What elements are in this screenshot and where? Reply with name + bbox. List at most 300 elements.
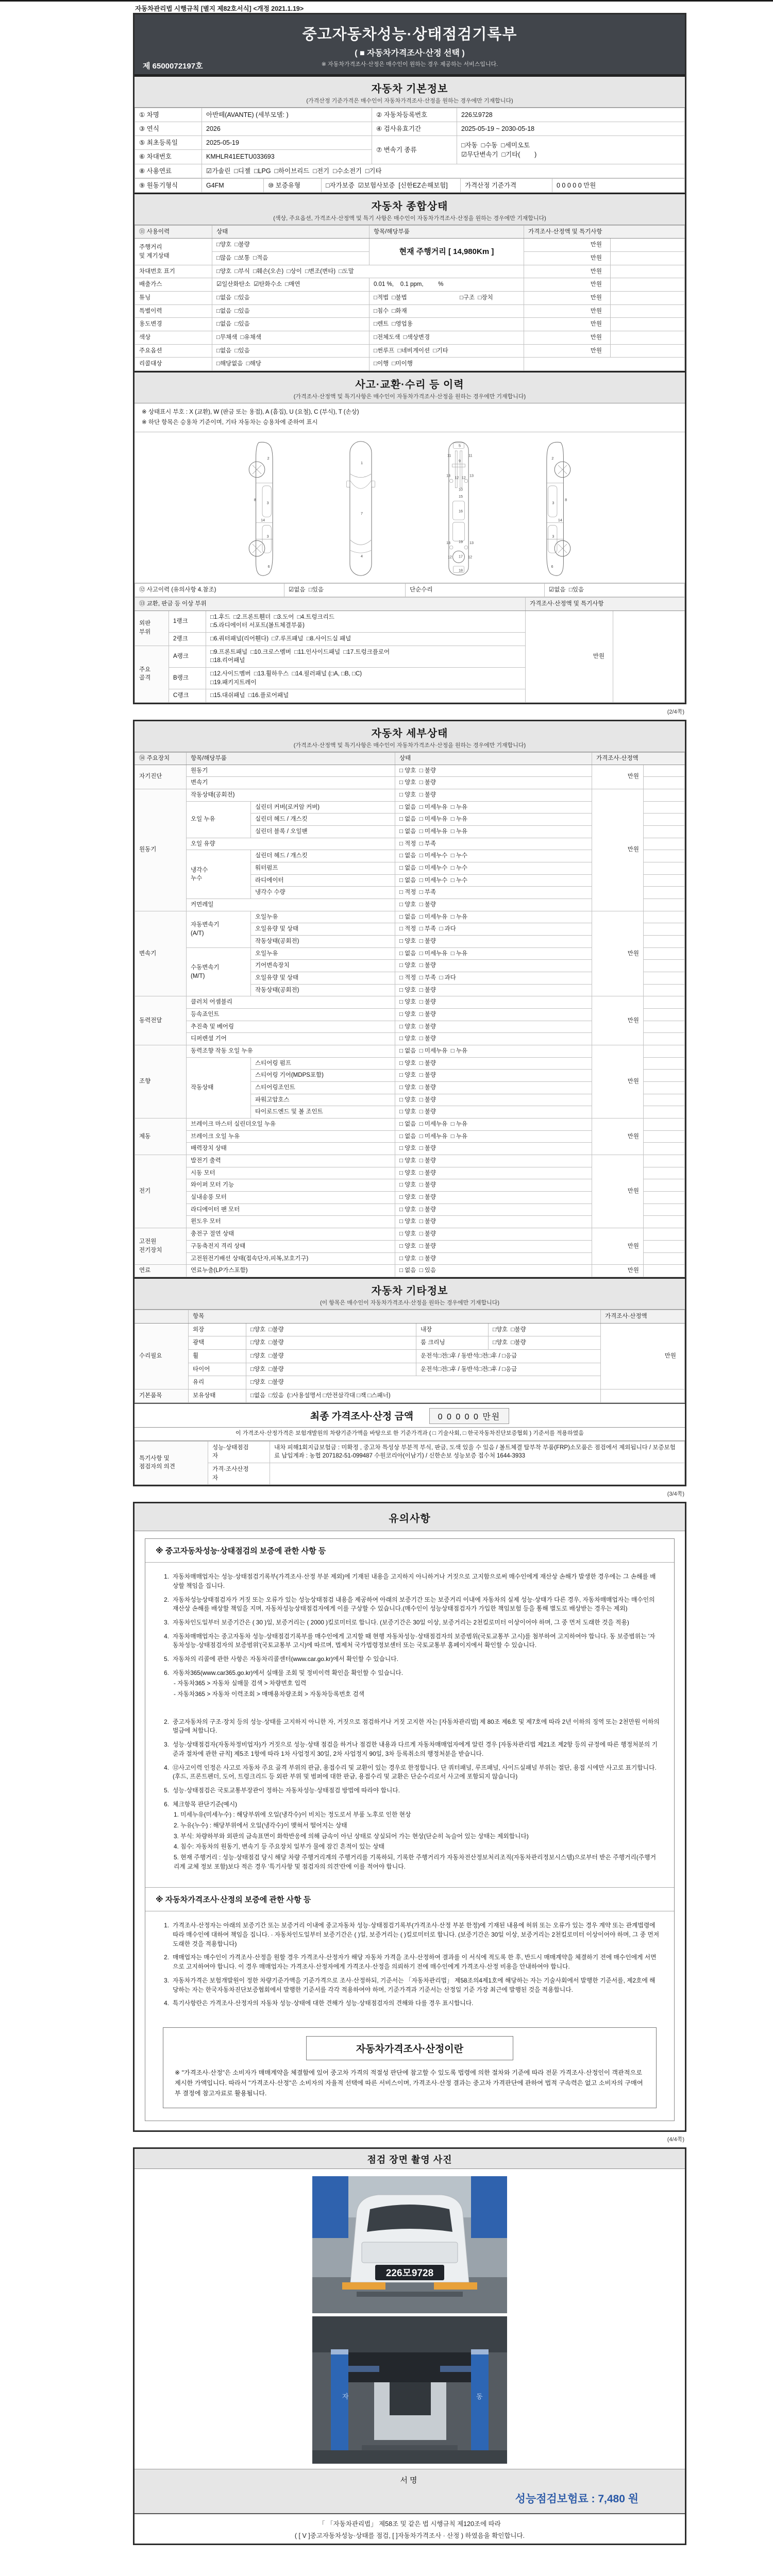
- checkbox-cell[interactable]: □ 양호 □ 불량: [395, 1204, 592, 1216]
- checkbox-cell[interactable]: □ 양호 □ 불량: [395, 1009, 592, 1021]
- notice-item-subline: 5. 현재 주행거리 : 성능·상태점검 당시 해당 차량 주행거리계의 주행거리를 기록하되, 기록한 주행거리가 자동차전산정보처리조직(자동차관리정보시스템)으로부터 받은 주행거리(주행거리계 교체 정보 포함)보다 적은 경우 '특기사항 및 점검자의 의견'란에 이를 적어야 합니다.: [174, 1854, 656, 1870]
- table-cell: 냉각수 누수: [187, 850, 251, 899]
- checkbox-cell[interactable]: □ 없음 □ 미세누유 □ 누유: [395, 1118, 592, 1131]
- table-cell: [644, 765, 685, 777]
- table-cell: 오일누유: [251, 947, 395, 960]
- table-cell: 룸 크리닝: [416, 1336, 489, 1350]
- checkbox-cell[interactable]: □15.대쉬패널 □16.플로어패널: [206, 689, 526, 703]
- table-cell: ⑪ 사용이력: [135, 225, 212, 239]
- svg-text:자: 자: [342, 2393, 349, 2401]
- table-cell: 226모9728: [457, 108, 685, 122]
- price-cell: 만원: [524, 252, 611, 265]
- notice-item: [159, 1921, 661, 1948]
- table-cell: [611, 278, 685, 292]
- checkbox-cell[interactable]: □ 없음 □ 미세누수 □ 누수: [395, 874, 592, 887]
- page-mark-3of4: (3/4쪽): [667, 1491, 684, 1498]
- basic-info-title: 자동차 기본정보: [371, 83, 448, 95]
- notice-item-group: [145, 1708, 674, 1880]
- notice-item-number: 5.: [164, 1655, 169, 1663]
- panel-number-8: 8: [565, 498, 567, 502]
- checkbox-cell[interactable]: □ 양호 □ 불량: [395, 899, 592, 911]
- notice-item-text: 중고자동차의 구조·장치 등의 성능·상태를 고지하지 아니한 자, 거짓으로 점검하거나 거짓 고지한 자는 [자동차관리법] 제 80조 제6호 및 제7호에 따라 2년 이하의 징역 또는 2천만원 이하의 벌금에 처합니다.: [173, 1718, 660, 1735]
- table-cell: 항목/해당부품: [369, 225, 524, 239]
- checkbox-cell[interactable]: □ 적정 □ 부족 □ 과다: [395, 923, 592, 936]
- panel-number-1: 1: [361, 461, 363, 466]
- checkbox-cell[interactable]: □ 없음 □ 미세누유 □ 누유: [395, 1130, 592, 1143]
- checkbox-cell[interactable]: □ 양호 □ 불량: [395, 1228, 592, 1241]
- table-cell: B랭크: [169, 667, 206, 689]
- table-cell: 실린더 헤드 / 개스킷: [251, 850, 395, 862]
- table-cell: 변속기: [135, 911, 187, 996]
- checkbox-cell[interactable]: □ 적정 □ 부족: [395, 887, 592, 899]
- checkbox-cell[interactable]: □양호 □불량: [246, 1363, 416, 1376]
- notice-item-text: 성능·상태점검자(자동차정비업자)가 거짓으로 성능·상태 점검을 하거나 점검한 내용과 다르게 자동차매매업자에게 알린 경우 [자동차관리법 제21조 제2항 등의 규정에 따른 행정처분의 기준과 절차에 관한 규칙] 제5조 1항에 따라 1차 사업정지 30일, 2차 사업정지 90일, 3차 등록취소의 행정처분을 받습니다.: [173, 1741, 658, 1757]
- table-cell: [524, 358, 685, 371]
- table-cell: 작동상태(공회전): [187, 789, 395, 801]
- table-cell: 스티어링 펌프: [251, 1057, 395, 1070]
- checkbox-cell[interactable]: □이행 □미이행: [369, 358, 524, 371]
- notice-item-number: 6.: [164, 1669, 169, 1676]
- checkbox-cell[interactable]: □썬루프 □네비게이션 □기타: [369, 344, 524, 358]
- table-cell: 스티어링 기어(MDPS포함): [251, 1070, 395, 1082]
- notice-item-group: [145, 1911, 674, 2017]
- car-top-diagram[interactable]: [330, 439, 392, 578]
- checkbox-cell[interactable]: □ 없음 □ 미세누수 □ 누수: [395, 862, 592, 875]
- notice-item-text: 자동차365(www.car365.go.kr)에서 실매물 조회 및 정비이력 확인을 확인할 수 있습니다. - 자동차365 > 자동차 실매물 검색 > 차량번호 입력 - 자동차365 > 자동차 이력조회 > 매매용차량조회 > 자동차등록번호 검색: [173, 1669, 403, 1699]
- table-cell: 2026: [202, 122, 372, 136]
- table-cell: 디퍼렌셜 기어: [187, 1033, 395, 1045]
- table-cell: [613, 611, 685, 702]
- other-info-table: [135, 1310, 685, 1403]
- checkbox-cell[interactable]: □ 없음 □ 미세누유 □ 누유: [395, 801, 592, 814]
- table-cell: ① 차명: [135, 108, 202, 122]
- table-cell: [644, 984, 685, 996]
- remarks-table: [135, 1441, 685, 1485]
- notice-item: [159, 1764, 661, 1782]
- table-cell: [611, 304, 685, 318]
- table-cell: 실린더 블록 / 오일팬: [251, 825, 395, 838]
- table-cell: 전기: [135, 1155, 187, 1228]
- checkbox-cell[interactable]: □ 양호 □ 불량: [395, 1240, 592, 1252]
- table-cell: [644, 947, 685, 960]
- document-number: 제 6500072197호: [143, 62, 203, 71]
- table-cell: [644, 911, 685, 923]
- signature-label[interactable]: 서명: [400, 2476, 419, 2485]
- table-cell: ③ 연식: [135, 122, 202, 136]
- table-cell: 가격조사·산정액 및 특기사항: [524, 225, 685, 239]
- panel-number-13: 13: [446, 541, 451, 546]
- table-cell: [644, 972, 685, 985]
- table-cell: 특별이력: [135, 304, 212, 318]
- checkbox-cell[interactable]: □ 양호 □ 불량: [395, 1179, 592, 1192]
- checkbox-cell[interactable]: □ 없음 □ 있음: [395, 1265, 592, 1277]
- table-cell: 작동상태(공회전): [251, 936, 395, 948]
- table-cell: 커먼레일: [187, 899, 395, 911]
- basic-info-subtitle: (가격산정 기준가격은 매수인이 자동차가격조사·산정을 원하는 경우에만 기재합니다): [306, 98, 513, 104]
- checkbox-cell[interactable]: □ 없음 □ 미세누유 □ 누유: [395, 825, 592, 838]
- checkbox-cell[interactable]: 운전석□전□후 / 동반석□전□후 / □응급: [416, 1363, 601, 1376]
- table-cell: [644, 1009, 685, 1021]
- inspection-photos: [135, 2169, 685, 2469]
- price-cell: 만원: [592, 996, 644, 1045]
- table-cell: 유리: [189, 1376, 246, 1389]
- table-cell: [644, 923, 685, 936]
- car-left-side-diagram[interactable]: [232, 439, 294, 578]
- table-cell: ⑤ 최초등록일: [135, 136, 202, 150]
- notice-item-text: 가격조사·산정자는 아래의 보증기간 또는 보증거리 이내에 중고자동차 성능·상태점검기록부(가격조사·산정 부분 한정)에 기재된 내용에 허위 또는 오류가 있는 경우 계약 또는 관계법령에 따라 매수인에 대하여 책임을 집니다. · 자동차인도일부터 보증기간은 ( )일, 보증거리는 ( )킬로미터로 합니다. (보증기간은 30일 이상, 보증거리는 2천킬로미터 이상이어야 하며, 그 중 먼저 도래한 것을 적용합니다): [173, 1922, 660, 1947]
- confirmation-footer: [135, 2514, 685, 2544]
- price-cell: 만원: [592, 1118, 644, 1155]
- checkbox-cell[interactable]: □9.프론트패널 □10.크로스멤버 □11.인사이드패널 □17.트렁크플로어 □18.리어패널: [206, 646, 526, 667]
- checkbox-cell[interactable]: □ 양호 □ 불량: [395, 1155, 592, 1167]
- checkbox-cell[interactable]: ☑일산화탄소 ☑탄화수소 □매연: [212, 278, 369, 292]
- final-price-value: 0 0 0 0 0 만원: [429, 1408, 510, 1424]
- checkbox-cell[interactable]: □ 양호 □ 불량: [395, 1192, 592, 1204]
- panel-number-2: 2: [267, 456, 270, 461]
- table-cell: 배출가스: [135, 278, 212, 292]
- notice-item-subline: 3. 부식: 차량하부와 외판의 금속표면이 화학반응에 의해 금속이 아닌 상태로 상실되어 가는 현상(단순히 녹슬어 있는 상태는 제외합니다): [174, 1832, 529, 1840]
- table-cell: 광택: [189, 1336, 246, 1350]
- table-cell: 작동상태(공회전): [251, 984, 395, 996]
- notice-item-subline: - 자동차365 > 자동차 이력조회 > 매매용차량조회 > 자동차등록번호 검색: [174, 1690, 365, 1698]
- table-cell: [611, 344, 685, 358]
- table-cell: 타이로드엔드 및 볼 조인트: [251, 1106, 395, 1118]
- table-cell: [644, 814, 685, 826]
- page-1: [133, 13, 686, 704]
- notice-item: [159, 1669, 661, 1699]
- checkbox-cell[interactable]: □ 없음 □ 미세누유 □ 누유: [395, 814, 592, 826]
- checkbox-cell[interactable]: □ 양호 □ 불량: [395, 1167, 592, 1179]
- price-survey-option: ( ■ 자동차가격조사·산정 선택 ): [355, 49, 465, 58]
- detail-col-device: ⑭ 주요장치: [135, 752, 187, 765]
- photo-car-underbody-on-lift[interactable]: [312, 2316, 507, 2464]
- notice-item: [159, 1718, 661, 1736]
- table-cell: ⑥ 차대번호: [135, 150, 202, 164]
- detail-state-subtitle: (가격조사·산정액 및 특기사항은 매수인이 자동차가격조사·산정을 원하는 경우에만 기재합니다): [293, 742, 526, 749]
- price-survey-note: ※ 자동차가격조사·산정은 매수인이 원하는 경우 제공하는 서비스입니다.: [321, 61, 498, 67]
- notice-item: [159, 1786, 661, 1795]
- table-cell: 원동기: [187, 765, 395, 777]
- checkbox-cell[interactable]: □ 양호 □ 불량: [395, 1094, 592, 1106]
- table-cell: 2025-05-19: [202, 136, 372, 150]
- table-cell: 오일유량 및 상태: [251, 972, 395, 985]
- price-cell: 만원: [524, 265, 611, 278]
- price-cell: 만원: [524, 292, 611, 305]
- table-cell: [644, 1240, 685, 1252]
- table-cell: [644, 862, 685, 875]
- notice-item-number: 3.: [164, 1976, 169, 1984]
- price-cell: 만원: [524, 318, 611, 331]
- panel-number-13: 13: [469, 473, 474, 478]
- table-cell: 연료: [135, 1265, 187, 1277]
- checkbox-cell[interactable]: □전체도색 □색상변경: [369, 331, 524, 345]
- table-cell: [644, 874, 685, 887]
- price-cell: 만원: [592, 765, 644, 789]
- checkbox-cell[interactable]: □없음 □있음: [212, 344, 369, 358]
- table-cell: 배력장치 상태: [187, 1143, 395, 1155]
- checkbox-cell[interactable]: □자가보증 ☑보험사보증 [신한EZ손해보험]: [322, 178, 461, 192]
- table-cell: 와이퍼 모터 기능: [187, 1179, 395, 1192]
- table-cell: 주요옵션: [135, 344, 212, 358]
- panel-number-2: 2: [551, 456, 554, 461]
- table-cell: 고전원 전기장치: [135, 1228, 187, 1265]
- footer-line-1: 「 「자동차관리법」 제58조 및 같은 법 시행규칙 제120조에 따라: [318, 2520, 501, 2528]
- table-cell: A랭크: [169, 646, 206, 667]
- checkbox-cell[interactable]: □ 양호 □ 불량: [395, 1216, 592, 1228]
- table-cell: ⑨ 원동기형식: [135, 178, 202, 192]
- table-cell: [644, 1155, 685, 1167]
- checkbox-cell[interactable]: □렌트 □영업용: [369, 318, 524, 331]
- panel-number-19: 19: [459, 540, 463, 545]
- checkbox-cell[interactable]: □양호 □불량: [246, 1336, 416, 1350]
- table-cell: ② 자동차등록번호: [372, 108, 457, 122]
- table-cell: ⑦ 변속기 종류: [372, 136, 457, 164]
- table-cell: 고전원전기배선 상태(접속단자,피복,보호기구): [187, 1252, 395, 1265]
- table-cell: [644, 1118, 685, 1131]
- notice-item: [159, 1632, 661, 1650]
- page-2: [133, 720, 686, 1486]
- table-cell: 2랭크: [169, 632, 206, 646]
- accident-history-band: [135, 371, 685, 403]
- page-mark-4of4: (4/4쪽): [667, 2137, 684, 2143]
- table-cell: 항목: [189, 1310, 601, 1323]
- table-cell: 조향: [135, 1045, 187, 1118]
- table-cell: KMHLR41EETU033693: [202, 150, 372, 164]
- table-cell: 윈도우 모터: [187, 1216, 395, 1228]
- notice-item-text: 매매업자는 매수인이 가격조사·산정을 원할 경우 가격조사·산정자가 해당 자동차 가격을 조사·산정하여 결과를 이 서식에 적도록 한 후, 반드시 매매계약을 체결하기 전에 매수인에게 서면으로 고지하여야 합니다. 이 경우 매매업자는 가격조사·산정자에게 가격조사·산정을 의뢰하기 전에 매수인에게 가격조사·산정 비용을 안내하여야 합니다.: [173, 1954, 657, 1971]
- checkbox-cell[interactable]: □ 양호 □ 불량: [395, 996, 592, 1009]
- page-4: [133, 2147, 686, 2545]
- notice-band: [135, 1503, 685, 1531]
- panel-number-3: 3: [266, 501, 269, 505]
- notice-content: [145, 1538, 675, 2121]
- table-cell: 동력전달: [135, 996, 187, 1045]
- checkbox-cell[interactable]: □ 없음 □ 미세누유 □ 누유: [395, 947, 592, 960]
- notice-item-text: ⑫사고이력 인정은 사고로 자동차 주요 골격 부위의 판금, 용접수리 및 교환이 있는 경우로 한정합니다. 단 쿼터패널, 루프패널, 사이드실패널 부위는 절단, 용접 시에만 사고로 표기합니다. (후드, 프론트펜더, 도어, 트렁크리드 등 외판 부위 및 범퍼에 대한 판금, 용접수리 및 교환은 단순수리로서 사고에 포함되지 않습니다): [173, 1764, 657, 1781]
- checkbox-cell[interactable]: □ 양호 □ 불량: [395, 1070, 592, 1082]
- table-cell: [644, 825, 685, 838]
- checkbox-cell[interactable]: □양호 □불량: [489, 1323, 601, 1336]
- detail-col-state: 상태: [395, 752, 592, 765]
- panel-number-6: 6: [267, 565, 270, 569]
- overall-state-table: [135, 225, 685, 371]
- checkbox-cell[interactable]: □무채색 □유채색: [212, 331, 369, 345]
- price-survey-definition-box: [163, 2027, 657, 2108]
- table-cell: 제동: [135, 1118, 187, 1155]
- checkbox-cell[interactable]: □6.쿼터패널(리어휀다) □7.루프패널 □8.사이드실 패널: [206, 632, 526, 646]
- notice-item: [159, 1655, 661, 1664]
- table-cell: 자동변속기 (A/T): [187, 911, 251, 947]
- detail-state-table: [135, 752, 685, 1277]
- table-cell: 내장: [416, 1323, 489, 1336]
- table-cell: 수리필요: [135, 1323, 189, 1389]
- table-cell: [644, 1106, 685, 1118]
- table-cell: 클러치 어셈블리: [187, 996, 395, 1009]
- table-cell: 외장: [189, 1323, 246, 1336]
- checkbox-cell[interactable]: □양호 □불량: [246, 1323, 416, 1336]
- checkbox-cell[interactable]: □ 없음 □ 미세누수 □ 누수: [395, 850, 592, 862]
- table-cell: [644, 1082, 685, 1094]
- panel-number-3: 3: [552, 501, 554, 505]
- notice-item: [159, 1800, 661, 1872]
- notice-item: [159, 1596, 661, 1614]
- checkbox-cell[interactable]: □양호 □부식 □훼손(오손) □상이 □변조(변타) □도말: [212, 265, 524, 278]
- checkbox-cell[interactable]: □ 양호 □ 불량: [395, 1033, 592, 1045]
- checkbox-cell[interactable]: □ 양호 □ 불량: [395, 1021, 592, 1033]
- checkbox-cell[interactable]: ☑없음 □있음: [545, 584, 685, 597]
- table-cell: 튜닝: [135, 292, 212, 305]
- table-cell: 동력조향 작동 오일 누유: [187, 1045, 395, 1058]
- table-cell: 추진축 및 베어링: [187, 1021, 395, 1033]
- table-cell: 용도변경: [135, 318, 212, 331]
- checkbox-cell[interactable]: □ 양호 □ 불량: [395, 960, 592, 972]
- checkbox-cell[interactable]: □ 양호 □ 불량: [395, 936, 592, 948]
- table-cell: 특기사항 및 점검자의 의견: [135, 1441, 208, 1485]
- table-cell: 실린더 커버(로커암 커버): [251, 801, 395, 814]
- panel-number-14: 14: [261, 518, 265, 523]
- photo-band: [135, 2149, 685, 2169]
- signature-section: [135, 2469, 685, 2514]
- notice-item: [159, 1999, 661, 2008]
- checkbox-cell[interactable]: □해당없음 □해당: [212, 358, 369, 371]
- notice-item-group: [145, 1563, 674, 1708]
- checkbox-cell[interactable]: □양호 □불량: [246, 1376, 601, 1389]
- svg-text:226모9728: 226모9728: [385, 2268, 434, 2279]
- price-cell: 만원: [524, 331, 611, 345]
- panel-number-12: 12: [468, 555, 473, 560]
- table-cell: 시동 모터: [187, 1167, 395, 1179]
- panel-number-14: 14: [558, 518, 562, 523]
- checkbox-cell[interactable]: □적법 □불법 □구조 □장치: [369, 292, 524, 305]
- table-cell: [611, 331, 685, 345]
- footer-line-2[interactable]: ( [ V ]중고자동차성능·상태를 점검, [ ]자동차가격조사 · 산정 ) 하였음을 확인합니다.: [294, 2532, 525, 2539]
- table-cell: [644, 838, 685, 850]
- checkbox-cell[interactable]: □침수 □화재: [369, 304, 524, 318]
- table-cell: [644, 1070, 685, 1082]
- table-cell: [644, 801, 685, 814]
- notice-item-number: 2.: [164, 1596, 169, 1603]
- checkbox-cell[interactable]: □ 양호 □ 불량: [395, 777, 592, 789]
- checkbox-cell[interactable]: □ 양호 □ 불량: [395, 765, 592, 777]
- table-cell: C랭크: [169, 689, 206, 703]
- notice-section-heading: ※ 자동차가격조사·산정의 보증에 관한 사항 등: [145, 1887, 674, 1911]
- checkbox-cell[interactable]: ☑없음 □있음: [284, 584, 406, 597]
- table-cell: [644, 996, 685, 1009]
- checkbox-cell[interactable]: □ 없음 □ 미세누유 □ 누유: [395, 911, 592, 923]
- checkbox-cell[interactable]: □없음 □있음 (□사용설명서 □안전삼각대 □잭 □스패너): [246, 1389, 601, 1402]
- checkbox-cell[interactable]: □ 양호 □ 불량: [395, 1106, 592, 1118]
- table-cell: [611, 318, 685, 331]
- notice-item-number: 1.: [164, 1573, 169, 1581]
- checkbox-cell[interactable]: □ 양호 □ 불량: [395, 1143, 592, 1155]
- table-cell: 오일유량 및 상태: [251, 923, 395, 936]
- checkbox-cell[interactable]: □없음 □있음: [212, 318, 369, 331]
- table-cell: 실린더 헤드 / 개스킷: [251, 814, 395, 826]
- checkbox-cell[interactable]: □ 없음 □ 미세누유 □ 누유: [395, 1045, 592, 1058]
- document-header: [135, 14, 685, 75]
- checkbox-cell[interactable]: □1.후드 □2.프론트휀더 □3.도어 □4.트렁크리드 □5.라디에이터 서포트(볼트체결부품): [206, 611, 526, 632]
- checkbox-cell[interactable]: 운전석□전□후 / 동반석□전□후 / □응급: [416, 1349, 601, 1363]
- notice-item-number: 3.: [164, 1618, 169, 1626]
- table-cell: [644, 1045, 685, 1058]
- checkbox-cell[interactable]: □자동 □수동 □세미오토 ☑무단변속기 □기타( ): [457, 136, 685, 164]
- checkbox-cell[interactable]: □ 양호 □ 불량: [395, 1082, 592, 1094]
- checkbox-cell[interactable]: □ 양호 □ 불량: [395, 1057, 592, 1070]
- car-underbody-diagram[interactable]: [428, 439, 490, 578]
- price-cell: 만원: [526, 611, 613, 702]
- car-damage-diagram: [135, 432, 685, 583]
- final-price-note[interactable]: 이 가격조사·산정가격은 보험개발원의 차량기준가액을 바탕으로 한 기준가격과 ( □ 기술사회, □ 한국자동차진단보증협회 ) 기준서를 적용하였음: [135, 1428, 685, 1441]
- table-cell: 타이어: [189, 1363, 246, 1376]
- table-cell: 기본품목: [135, 1389, 189, 1402]
- table-cell: ⑩ 보증유형: [264, 178, 322, 192]
- accident-history-title: 사고·교환·수리 등 이력: [355, 379, 464, 391]
- table-cell: [644, 1265, 685, 1277]
- exchange-sheetmetal-table: [135, 597, 685, 703]
- notice-item-text: 자동차가격은 보험개발원이 정한 차량기준가액을 기준가격으로 조사·산정하되, 기준서는 「자동차관리법」 제58조의4제1호에 해당하는 자는 기술사회에서 발행한 기준서를, 제2호에 해당하는 자는 한국자동차진단보증협회에서 발행한 기준서를 각각 적용하여야 하며, 기준가격과 기준서는 산정일 기준 가장 최근에 발행된 것을 적용합니다.: [173, 1976, 656, 1993]
- panel-number-11: 11: [468, 453, 473, 458]
- inspection-insurance-fee: 성능점검보험료 : 7,480 원: [515, 2493, 638, 2505]
- table-cell: 0 0 0 0 0 만원: [552, 178, 685, 192]
- notice-item-text: 성능·상태점검은 국토교통부장관이 정하는 자동차성능·상태점검 방법에 따라야 합니다.: [173, 1786, 400, 1794]
- panel-number-9: 9: [459, 459, 461, 464]
- notice-item-text: 자동차매매업자는 성능·상태점검기록부(가격조사·산정 부분 제외)에 기재된 내용을 고지하지 아니하거나 거짓으로 고지함으로써 매수인에게 재산상 손해가 발생한 경우에는 그 손해를 배상할 책임을 집니다.: [173, 1573, 656, 1589]
- page-3: [133, 1502, 686, 2132]
- table-cell: 가격조사·산정액: [601, 1310, 685, 1323]
- car-right-side-diagram[interactable]: [526, 439, 587, 578]
- table-cell: [611, 265, 685, 278]
- photo-car-rear-on-lift[interactable]: [312, 2176, 507, 2313]
- panel-number-13: 13: [446, 473, 451, 478]
- table-cell: 파워고압호스: [251, 1094, 395, 1106]
- notice-item-number: 2.: [164, 1718, 169, 1725]
- checkbox-cell[interactable]: □ 양호 □ 불량: [395, 1252, 592, 1265]
- notice-item-number: 2.: [164, 1954, 169, 1961]
- overall-state-band: [135, 193, 685, 225]
- checkbox-cell[interactable]: ☑가솔린 □디젤 □LPG □하이브리드 □전기 □수소전기 □기타: [202, 164, 685, 178]
- checkbox-cell[interactable]: □12.사이드멤버 □13.휠하우스 □14.필러패널 (□A, □B, □C) □19.패키지트레이: [206, 667, 526, 689]
- engine-warranty-table: [135, 178, 685, 193]
- table-cell: 기어변속장치: [251, 960, 395, 972]
- table-cell: [644, 777, 685, 789]
- checkbox-cell[interactable]: □양호 □불량: [489, 1336, 601, 1350]
- final-price-label: 최종 가격조사·산정 금액: [310, 1411, 414, 1422]
- panel-number-8: 8: [254, 498, 256, 502]
- notice-item-text: 특기사항란은 가격조사·산정자의 자동차 성능·상태에 대한 견해가 성능·상태점검자의 견해와 다를 경우 표시합니다.: [173, 1999, 474, 2007]
- notice-item-text: 자동차매매업자는 중고자동차 성능·상태점검기록부를 매수인에게 고지할 때 현행 자동차성능·상태점검자의 보증범위(국토교통부 고시)를 첨부하여 고지하여야 합니다. 동 보증범위는 '자동차성능·상태점검자의 보증범위'(국토교통부 고시)에 따르며, 법제처 국가법령정보센터 또는 국토교통부 홈페이지에서 확인할 수 있습니다.: [173, 1632, 656, 1649]
- checkbox-cell[interactable]: □ 적정 □ 부족: [395, 838, 592, 850]
- checkbox-cell[interactable]: □없음 □있음: [212, 304, 369, 318]
- notice-item-number: 6.: [164, 1800, 169, 1808]
- checkbox-cell[interactable]: □ 양호 □ 불량: [395, 789, 592, 801]
- checkbox-cell[interactable]: □양호 □불량: [246, 1349, 416, 1363]
- table-cell: 리콜대상: [135, 358, 212, 371]
- basic-info-table: [135, 108, 685, 178]
- table-cell: 구동축전지 격리 상태: [187, 1240, 395, 1252]
- table-cell: 냉각수 수량: [251, 887, 395, 899]
- checkbox-cell[interactable]: □ 적정 □ 부족 □ 과다: [395, 972, 592, 985]
- checkbox-cell[interactable]: □양호 □불량: [212, 239, 369, 252]
- other-info-subtitle: (이 항목은 매수인이 자동차가격조사·산정을 원하는 경우에만 기재합니다): [320, 1299, 500, 1306]
- notice-section-heading: ※ 중고자동차성능·상태점검의 보증에 관한 사항 등: [145, 1539, 674, 1563]
- checkbox-cell[interactable]: □없음 □있음: [212, 292, 369, 305]
- photo-title: 점검 장면 촬영 사진: [367, 2155, 452, 2165]
- checkbox-cell[interactable]: □많음 □보통 □적음: [212, 252, 369, 265]
- table-cell: 오일 누유: [187, 801, 251, 838]
- table-cell: ④ 검사유효기간: [372, 122, 457, 136]
- table-cell: [611, 252, 685, 265]
- checkbox-cell[interactable]: □ 양호 □ 불량: [395, 984, 592, 996]
